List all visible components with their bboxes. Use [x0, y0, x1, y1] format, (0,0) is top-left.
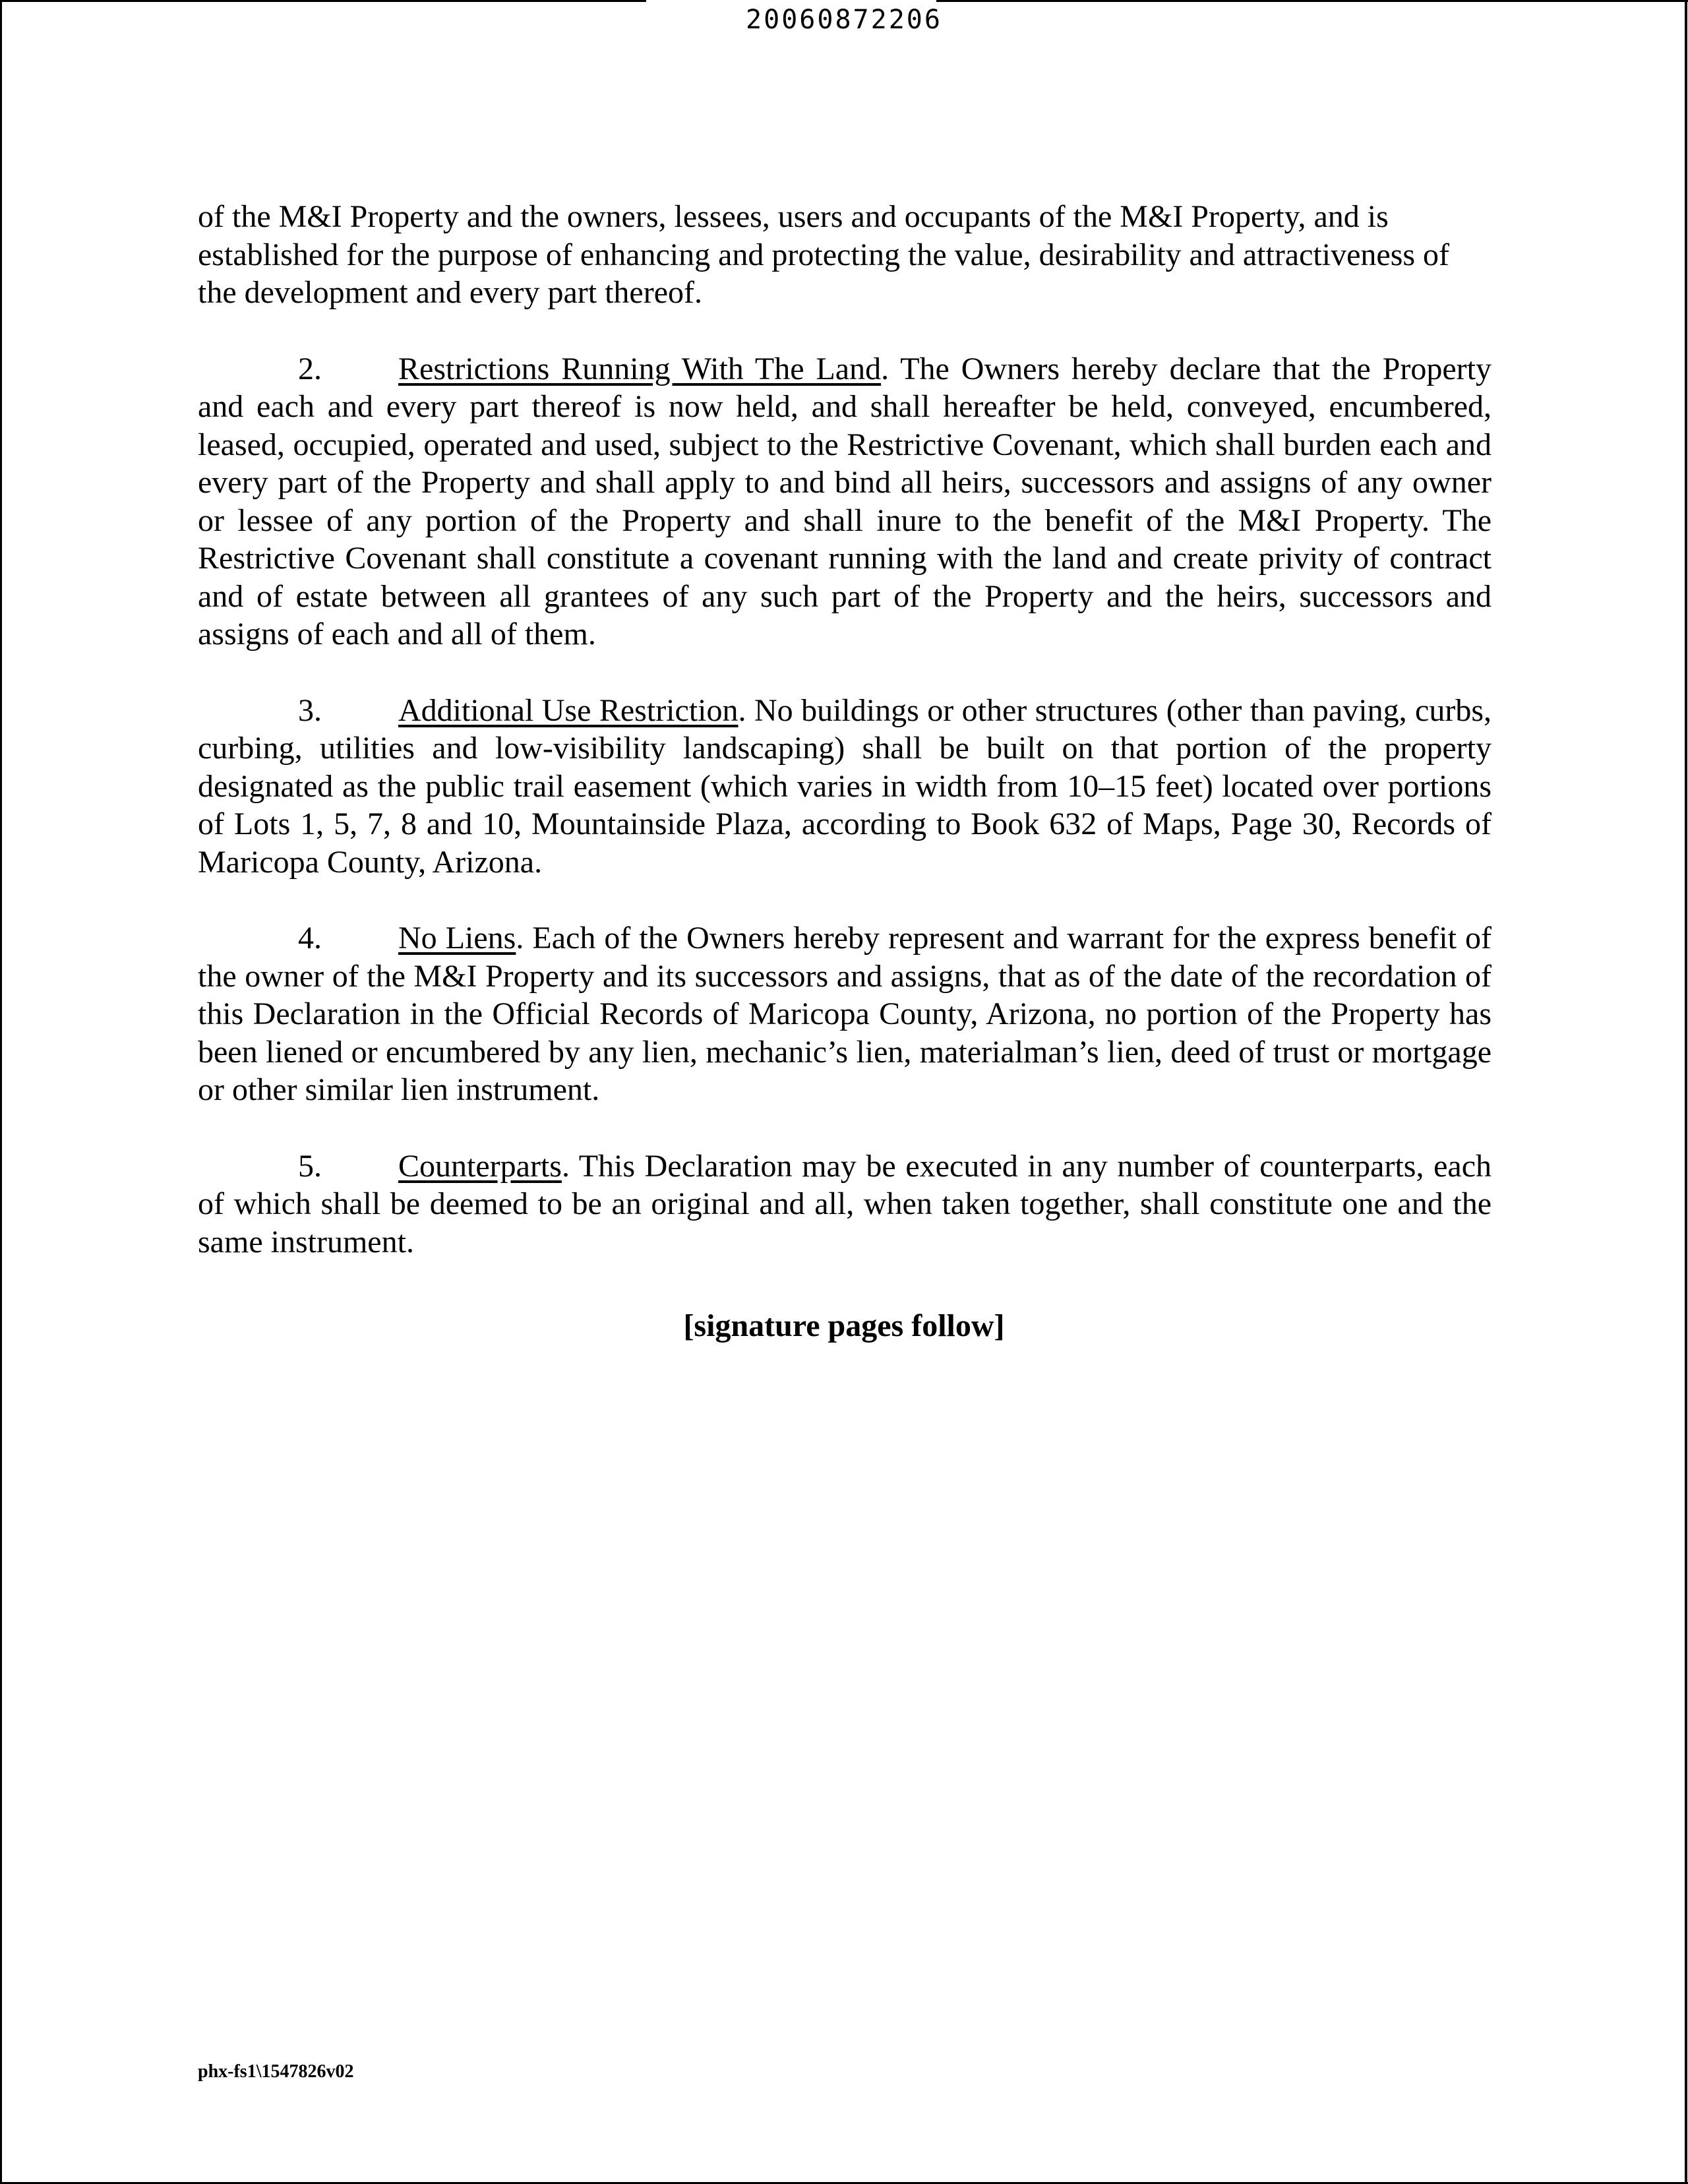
- section-number: 4.: [298, 921, 322, 956]
- section-number: 2.: [298, 351, 322, 386]
- section-5-counterparts: [198, 1147, 1492, 1261]
- section-4-no-liens: [198, 919, 1492, 1109]
- section-text: . No buildings or other structures (other than paving, curbs, curbing, utilities and low-visibility landscaping) shall be built on that portion of the property designated as the public trail easement (which varies in width from 10–15 feet) located over portions of Lots 1, 5, 7, 8 and 10, Mountainside Plaza, according to Book 632 of Maps, Page 30, Records of Maricopa County, Arizona.: [198, 692, 1492, 880]
- document-body: [198, 198, 1492, 1299]
- signature-pages-note: [signature pages follow]: [683, 1308, 1005, 1343]
- recording-number: 20060872206: [746, 5, 942, 35]
- page-frame-top-left: [0, 0, 646, 2]
- section-heading: Restrictions Running With The Land: [398, 351, 882, 386]
- section-2-restrictions: [198, 350, 1492, 653]
- footer-document-id: phx-fs1\1547826v02: [198, 2061, 354, 2082]
- page-frame-left: [0, 0, 2, 2184]
- section-heading: No Liens: [398, 921, 516, 956]
- paragraph-continuation: [198, 198, 1492, 312]
- page-frame-right: [1685, 0, 1687, 2184]
- section-number: 3.: [298, 692, 322, 728]
- section-number: 5.: [298, 1148, 322, 1184]
- paragraph-text: of the M&I Property and the owners, lessees, users and occupants of the M&I Property, and is established for the purpose of enhancing and protecting the value, desirability and attractiveness of the development and every part thereof.: [198, 199, 1450, 310]
- page-frame-top-right: [936, 0, 1688, 2]
- section-3-additional-use: [198, 692, 1492, 882]
- section-text: . This Declaration may be executed in any number of counterparts, each of which shall be deemed to be an original and all, when taken together, shall constitute one and the same instrument.: [198, 1148, 1492, 1259]
- section-text: . The Owners hereby declare that the Property and each and every part thereof is now held, and shall hereafter be held, conveyed, encumbered, leased, occupied, operated and used, subject to the Restrictive Covenant, which shall burden each and every part of the Property and shall apply to and bind all heirs, successors and assigns of any owner or lessee of any portion of the Property and shall inure to the benefit of the M&I Property. The Restrictive Covenant shall constitute a covenant running with the land and create privity of contract and of estate between all grantees of any such part of the Property and the heirs, successors and assigns of each and all of them.: [198, 351, 1492, 652]
- section-text: . Each of the Owners hereby represent and warrant for the express benefit of the owner of the M&I Property and its successors and assigns, that as of the date of the recordation of this Declaration in the Official Records of Maricopa County, Arizona, no portion of the Property has been liened or encumbered by any lien, mechanic’s lien, materialman’s lien, deed of trust or mortgage or other similar lien instrument.: [198, 921, 1492, 1107]
- section-heading: Additional Use Restriction: [398, 692, 738, 728]
- section-heading: Counterparts: [398, 1148, 562, 1184]
